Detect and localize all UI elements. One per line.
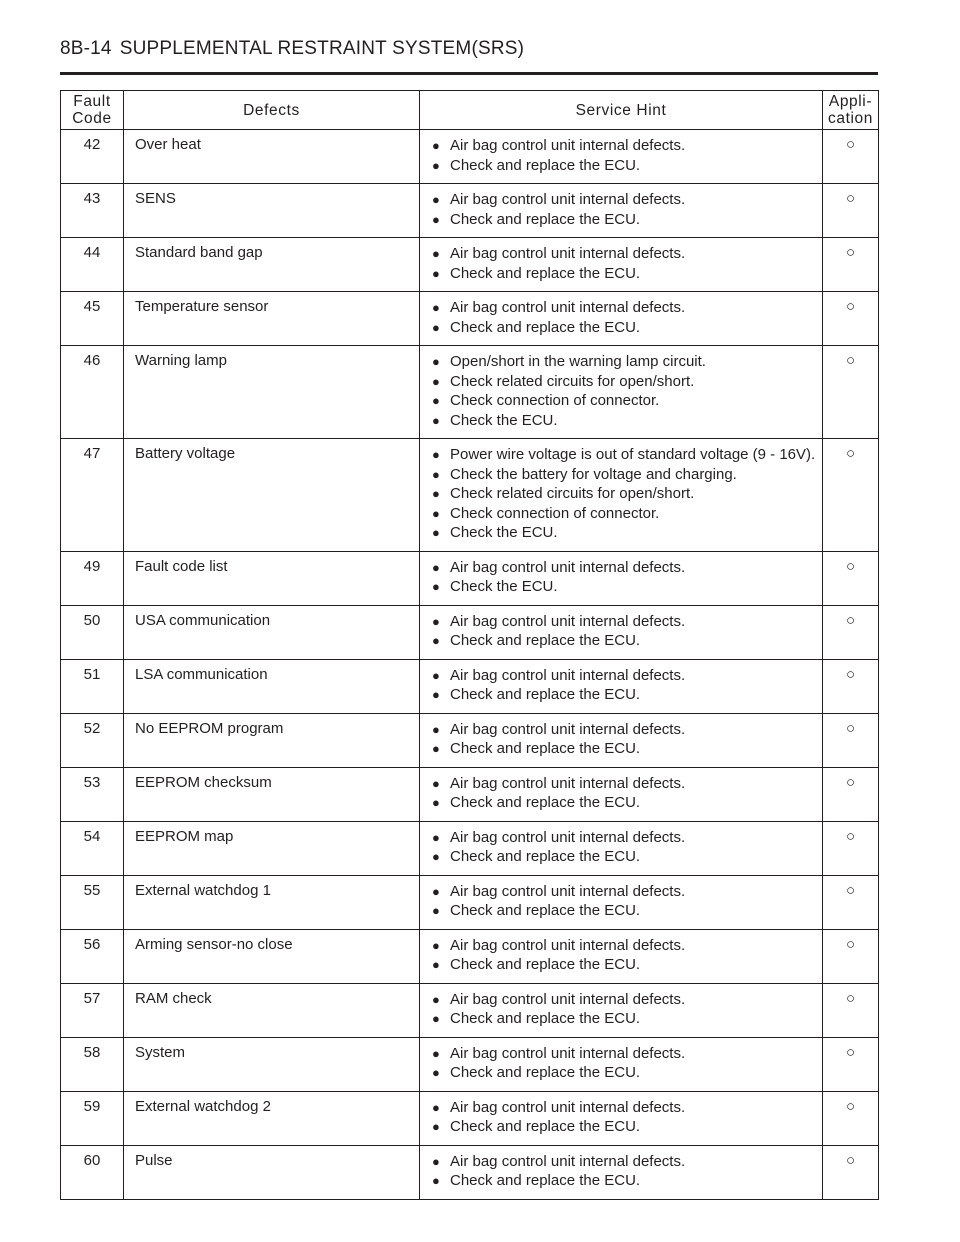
- table-row: [61, 551, 879, 605]
- hint-text: Air bag control unit internal defects.: [450, 882, 686, 900]
- fault-code: 60: [61, 1145, 124, 1199]
- hint-text: Air bag control unit internal defects.: [450, 1044, 686, 1062]
- section-title: SUPPLEMENTAL RESTRAINT SYSTEM(SRS): [119, 38, 525, 59]
- hint-item: [432, 631, 818, 651]
- hint-item: [432, 882, 818, 902]
- bullet-dot-icon: ●: [432, 319, 440, 335]
- bullet-dot-icon: ●: [432, 741, 440, 756]
- application-mark: ○: [823, 659, 879, 713]
- defect-name: External watchdog 2: [124, 1091, 420, 1145]
- defect-name: LSA communication: [124, 659, 420, 713]
- table-row: [61, 929, 879, 983]
- defect-name: SENS: [124, 184, 420, 238]
- defect-name: External watchdog 1: [124, 875, 420, 929]
- fault-code: 59: [61, 1091, 124, 1145]
- hint-item: [432, 352, 818, 372]
- service-hint-cell: [420, 292, 823, 346]
- fault-code: 58: [61, 1037, 124, 1091]
- hint-item: [432, 391, 818, 411]
- hint-item: [432, 1009, 818, 1029]
- hint-text: Air bag control unit internal defects.: [450, 828, 686, 846]
- table-row: [61, 875, 879, 929]
- defect-name: Temperature sensor: [124, 292, 420, 346]
- hint-item: [432, 523, 818, 543]
- hint-text: Air bag control unit internal defects.: [450, 936, 686, 954]
- table-row: [61, 346, 879, 439]
- hint-item: [432, 666, 818, 686]
- application-mark: ○: [823, 551, 879, 605]
- application-mark: ○: [823, 605, 879, 659]
- hint-item: [432, 1171, 818, 1191]
- hint-item: [432, 298, 818, 318]
- hint-text: Check and replace the ECU.: [450, 632, 641, 649]
- bullet-dot-icon: ●: [432, 447, 440, 462]
- hint-text: Air bag control unit internal defects.: [450, 245, 686, 262]
- hint-text: Air bag control unit internal defects.: [450, 612, 686, 630]
- hint-item: [432, 828, 818, 848]
- service-hint-cell: [420, 1145, 823, 1199]
- defect-name: Pulse: [124, 1145, 420, 1199]
- bullet-dot-icon: ●: [432, 937, 440, 953]
- application-mark: ○: [823, 346, 879, 439]
- service-hint-cell: [420, 184, 823, 238]
- defect-name: Battery voltage: [124, 439, 420, 552]
- fault-code: 51: [61, 659, 124, 713]
- hint-text: Check and replace the ECU.: [450, 740, 641, 757]
- bullet-dot-icon: ●: [432, 265, 440, 281]
- bullet-dot-icon: ●: [432, 613, 440, 629]
- hint-text: Check and replace the ECU.: [450, 848, 641, 865]
- hint-text: Air bag control unit internal defects.: [450, 990, 686, 1008]
- hint-text: Power wire voltage is out of standard voltage (9 - 16V).: [450, 446, 816, 463]
- table-header-row: [61, 91, 879, 130]
- hint-item: [432, 318, 818, 338]
- hint-text: Check and replace the ECU.: [450, 1010, 641, 1027]
- hint-text: Open/short in the warning lamp circuit.: [450, 353, 706, 370]
- bullet-dot-icon: ●: [432, 1065, 440, 1080]
- service-hint-cell: [420, 130, 823, 184]
- column-header-defects: Defects: [124, 91, 420, 130]
- table-row: [61, 238, 879, 292]
- hint-item: [432, 558, 818, 578]
- bullet-dot-icon: ●: [432, 579, 440, 594]
- application-mark: ○: [823, 767, 879, 821]
- hint-item: [432, 484, 818, 504]
- hint-item: [432, 504, 818, 524]
- hint-text: Check and replace the ECU.: [450, 318, 641, 336]
- hint-item: [432, 465, 818, 485]
- table-row: [61, 659, 879, 713]
- service-hint-cell: [420, 346, 823, 439]
- table-row: [61, 1037, 879, 1091]
- hint-text: Check and replace the ECU.: [450, 794, 641, 811]
- hint-item: [432, 847, 818, 867]
- table-row: [61, 439, 879, 552]
- service-hint-cell: [420, 821, 823, 875]
- bullet-dot-icon: ●: [432, 354, 440, 369]
- table-row: [61, 184, 879, 238]
- hint-item: [432, 774, 818, 794]
- hint-item: [432, 1044, 818, 1064]
- table-row: [61, 130, 879, 184]
- service-hint-cell: [420, 551, 823, 605]
- application-mark: ○: [823, 1091, 879, 1145]
- bullet-dot-icon: ●: [432, 138, 440, 153]
- page-number: 8B-14: [60, 38, 112, 59]
- application-mark: ○: [823, 875, 879, 929]
- bullet-dot-icon: ●: [432, 795, 440, 810]
- hint-text: Air bag control unit internal defects.: [450, 137, 686, 154]
- bullet-dot-icon: ●: [432, 412, 440, 428]
- hint-item: [432, 1152, 818, 1172]
- fault-code: 46: [61, 346, 124, 439]
- hint-item: [432, 612, 818, 632]
- hint-text: Check related circuits for open/short.: [450, 372, 695, 390]
- hint-item: [432, 577, 818, 597]
- defect-name: Warning lamp: [124, 346, 420, 439]
- bullet-dot-icon: ●: [432, 1099, 440, 1115]
- service-hint-cell: [420, 1037, 823, 1091]
- application-mark: ○: [823, 184, 879, 238]
- application-mark: ○: [823, 929, 879, 983]
- fault-code: 56: [61, 929, 124, 983]
- hint-text: Air bag control unit internal defects.: [450, 720, 686, 738]
- table-row: [61, 605, 879, 659]
- service-hint-cell: [420, 659, 823, 713]
- bullet-dot-icon: ●: [432, 957, 440, 972]
- fault-code: 47: [61, 439, 124, 552]
- fault-code: 55: [61, 875, 124, 929]
- hint-item: [432, 244, 818, 264]
- bullet-dot-icon: ●: [432, 505, 440, 521]
- hint-text: Check and replace the ECU.: [450, 264, 641, 282]
- service-hint-cell: [420, 713, 823, 767]
- hint-item: [432, 739, 818, 759]
- hint-item: [432, 411, 818, 431]
- fault-code: 54: [61, 821, 124, 875]
- column-header-fault-code: Fault Code: [61, 91, 124, 130]
- fault-code: 50: [61, 605, 124, 659]
- bullet-dot-icon: ●: [432, 559, 440, 575]
- bullet-dot-icon: ●: [432, 633, 440, 648]
- hint-item: [432, 990, 818, 1010]
- hint-text: Check and replace the ECU.: [450, 956, 641, 973]
- hint-item: [432, 793, 818, 813]
- application-mark: ○: [823, 983, 879, 1037]
- hint-text: Check connection of connector.: [450, 504, 660, 522]
- application-mark: ○: [823, 238, 879, 292]
- hint-text: Check the battery for voltage and charging.: [450, 465, 737, 483]
- table-row: [61, 1091, 879, 1145]
- hint-item: [432, 955, 818, 975]
- fault-code-table: [60, 90, 879, 1200]
- table-row: [61, 1145, 879, 1199]
- fault-code: 52: [61, 713, 124, 767]
- service-hint-cell: [420, 983, 823, 1037]
- service-hint-cell: [420, 929, 823, 983]
- hint-text: Check and replace the ECU.: [450, 1118, 641, 1135]
- hint-item: [432, 210, 818, 230]
- hint-text: Check connection of connector.: [450, 392, 660, 409]
- fault-code: 45: [61, 292, 124, 346]
- application-mark: ○: [823, 713, 879, 767]
- hint-text: Air bag control unit internal defects.: [450, 191, 686, 208]
- bullet-dot-icon: ●: [432, 849, 440, 864]
- defect-name: Fault code list: [124, 551, 420, 605]
- hint-text: Check and replace the ECU.: [450, 686, 641, 703]
- service-hint-cell: [420, 439, 823, 552]
- bullet-dot-icon: ●: [432, 883, 440, 899]
- hint-item: [432, 156, 818, 176]
- hint-text: Check the ECU.: [450, 411, 558, 429]
- hint-item: [432, 901, 818, 921]
- application-mark: ○: [823, 821, 879, 875]
- bullet-dot-icon: ●: [432, 246, 440, 261]
- defect-name: RAM check: [124, 983, 420, 1037]
- application-mark: ○: [823, 1037, 879, 1091]
- hint-text: Air bag control unit internal defects.: [450, 774, 686, 792]
- fault-code: 42: [61, 130, 124, 184]
- defect-name: System: [124, 1037, 420, 1091]
- table-row: [61, 713, 879, 767]
- bullet-dot-icon: ●: [432, 192, 440, 207]
- fault-code: 57: [61, 983, 124, 1037]
- bullet-dot-icon: ●: [432, 1173, 440, 1188]
- hint-item: [432, 936, 818, 956]
- hint-item: [432, 445, 818, 465]
- bullet-dot-icon: ●: [432, 466, 440, 482]
- bullet-dot-icon: ●: [432, 486, 440, 501]
- defect-name: EEPROM checksum: [124, 767, 420, 821]
- bullet-dot-icon: ●: [432, 1011, 440, 1026]
- hint-text: Check and replace the ECU.: [450, 902, 641, 919]
- hint-item: [432, 720, 818, 740]
- table-row: [61, 292, 879, 346]
- bullet-dot-icon: ●: [432, 721, 440, 737]
- service-hint-cell: [420, 238, 823, 292]
- header-rule: [60, 72, 878, 75]
- table-body: [61, 130, 879, 1200]
- hint-item: [432, 1063, 818, 1083]
- hint-text: Check and replace the ECU.: [450, 1172, 641, 1189]
- hint-item: [432, 136, 818, 156]
- column-header-service-hint: Service Hint: [420, 91, 823, 130]
- application-mark: ○: [823, 292, 879, 346]
- hint-text: Check related circuits for open/short.: [450, 485, 695, 502]
- bullet-dot-icon: ●: [432, 1119, 440, 1134]
- hint-text: Check the ECU.: [450, 578, 558, 595]
- defect-name: EEPROM map: [124, 821, 420, 875]
- hint-item: [432, 372, 818, 392]
- fault-code: 43: [61, 184, 124, 238]
- table-row: [61, 821, 879, 875]
- defect-name: Standard band gap: [124, 238, 420, 292]
- service-hint-cell: [420, 875, 823, 929]
- hint-text: Air bag control unit internal defects.: [450, 1152, 686, 1170]
- defect-name: No EEPROM program: [124, 713, 420, 767]
- fault-code: 53: [61, 767, 124, 821]
- bullet-dot-icon: ●: [432, 373, 440, 389]
- service-hint-cell: [420, 605, 823, 659]
- hint-text: Air bag control unit internal defects.: [450, 1098, 686, 1116]
- bullet-dot-icon: ●: [432, 1045, 440, 1061]
- service-hint-cell: [420, 1091, 823, 1145]
- column-header-application: Appli- cation: [823, 91, 879, 130]
- bullet-dot-icon: ●: [432, 991, 440, 1007]
- fault-code: 44: [61, 238, 124, 292]
- hint-item: [432, 1117, 818, 1137]
- hint-item: [432, 685, 818, 705]
- bullet-dot-icon: ●: [432, 525, 440, 540]
- hint-item: [432, 190, 818, 210]
- bullet-dot-icon: ●: [432, 300, 440, 315]
- hint-text: Air bag control unit internal defects.: [450, 299, 686, 316]
- table-row: [61, 767, 879, 821]
- table-row: [61, 983, 879, 1037]
- hint-text: Check and replace the ECU.: [450, 1064, 641, 1081]
- fault-code: 49: [61, 551, 124, 605]
- service-hint-cell: [420, 767, 823, 821]
- hint-item: [432, 264, 818, 284]
- bullet-dot-icon: ●: [432, 687, 440, 702]
- hint-item: [432, 1098, 818, 1118]
- bullet-dot-icon: ●: [432, 903, 440, 918]
- bullet-dot-icon: ●: [432, 211, 440, 227]
- hint-text: Check and replace the ECU.: [450, 156, 641, 174]
- application-mark: ○: [823, 130, 879, 184]
- application-mark: ○: [823, 439, 879, 552]
- defect-name: USA communication: [124, 605, 420, 659]
- defect-name: Arming sensor-no close: [124, 929, 420, 983]
- bullet-dot-icon: ●: [432, 667, 440, 683]
- page-header: [60, 38, 878, 60]
- hint-text: Air bag control unit internal defects.: [450, 666, 686, 684]
- bullet-dot-icon: ●: [432, 157, 440, 173]
- bullet-dot-icon: ●: [432, 829, 440, 845]
- hint-text: Check the ECU.: [450, 524, 558, 541]
- hint-text: Check and replace the ECU.: [450, 210, 641, 228]
- application-mark: ○: [823, 1145, 879, 1199]
- hint-text: Air bag control unit internal defects.: [450, 558, 686, 576]
- bullet-dot-icon: ●: [432, 1153, 440, 1169]
- bullet-dot-icon: ●: [432, 775, 440, 791]
- bullet-dot-icon: ●: [432, 393, 440, 408]
- defect-name: Over heat: [124, 130, 420, 184]
